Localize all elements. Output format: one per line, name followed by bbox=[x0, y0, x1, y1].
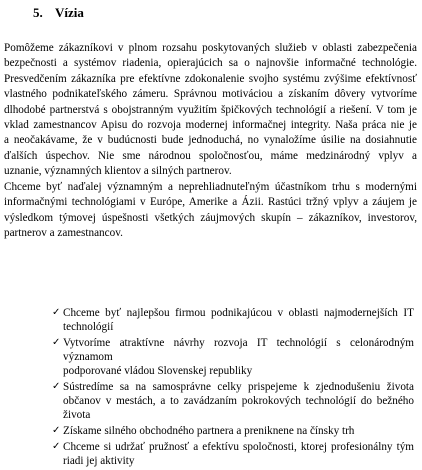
text-line: bezpečnosti a systémov riadenia, opierajúcich sa o najnovšie informačné technológie. bbox=[4, 57, 417, 70]
text-line: výsledkom týmovej úspešnosti všetkých záujmových skupín – zákazníkov, investorov, bbox=[4, 211, 417, 224]
text-line: Pomôžeme zákazníkovi v plnom rozsahu poskytovaných služieb v oblasti zabezpečenia bbox=[4, 42, 417, 54]
checkmark-icon: ✓ bbox=[52, 425, 61, 436]
list-item bbox=[52, 440, 414, 468]
text-line: Chceme byť naďalej významným a neprehliadnuteľným účastníkom trhu s modernými bbox=[4, 181, 417, 193]
text-line: vklad zamestnancov Apisu do rozvoja modernej informačnej integrity. Naša práca nie je bbox=[4, 119, 417, 132]
text-line: informačnými technológiami v Európe, Amerike a Ázii. Rastúci tržný vplyv a záujem je bbox=[4, 196, 417, 209]
list-item-text: podporované vládou Slovenskej republiky bbox=[63, 365, 253, 377]
checkmark-icon: ✓ bbox=[52, 381, 61, 392]
list-item bbox=[52, 336, 414, 378]
text-line: vlastného podnikateľského zámeru. Správnou motiváciou a získaním dôvery vytvoríme bbox=[4, 88, 417, 101]
text-line: ďalších úspechov. Nie sme národnou spoločnosťou, máme medzinárodný vplyv a bbox=[4, 149, 417, 162]
text-line: Presvedčením zákazníka pre efektívne zdokonalenie svojho systému zvýšime efektívnosť bbox=[4, 72, 417, 85]
paragraph-vision bbox=[4, 41, 417, 180]
checkmark-icon: ✓ bbox=[52, 337, 61, 348]
list-item-text: občanov v mestách, a to zavádzaním pokrokových technológií do bežného bbox=[63, 395, 414, 407]
section-number: 5. bbox=[33, 5, 43, 20]
text-line: uznanie, významných klientov a silných partnerov. bbox=[4, 165, 232, 178]
list-item-text: Chceme si udržať pružnosť a efektívu spoločnosti, ktorej profesionálny tým bbox=[63, 441, 414, 453]
goals-list bbox=[52, 306, 414, 470]
checkmark-icon: ✓ bbox=[52, 441, 61, 452]
text-line: a neočakávame, že v budúcnosti bude jednoduchá, no vynaložíme úsilie na dosiahnutie bbox=[4, 134, 417, 147]
section-title: Vízia bbox=[55, 5, 84, 20]
list-item-text: Sústredíme sa na samosprávne celky prispejeme k zjednodušeniu života bbox=[63, 381, 414, 393]
list-item-text: života bbox=[63, 409, 91, 421]
paragraph-market bbox=[4, 180, 417, 242]
list-item-text: technológií bbox=[63, 321, 114, 333]
list-item bbox=[52, 380, 414, 422]
section-heading bbox=[33, 5, 84, 21]
checkmark-icon: ✓ bbox=[52, 307, 61, 318]
text-line: partnerov a zamestnancov. bbox=[4, 227, 123, 240]
list-item bbox=[52, 306, 414, 334]
list-item-text: Chceme byť najlepšou firmou podnikajúcou v oblasti najmodernejších IT bbox=[63, 307, 414, 319]
list-item-text: riadi jej aktivity bbox=[63, 455, 135, 467]
text-line: dlhodobé partnerstvá s obojstranným využitím špičkových technológií a riešení. V tom je bbox=[4, 103, 417, 116]
list-item-text: Získame silného obchodného partnera a preniknene na čínsky trh bbox=[63, 425, 355, 437]
list-item bbox=[52, 424, 414, 438]
list-item-text: Vytvoríme atraktívne návrhy rozvoja IT technológií s celonárodným významom bbox=[63, 337, 414, 363]
